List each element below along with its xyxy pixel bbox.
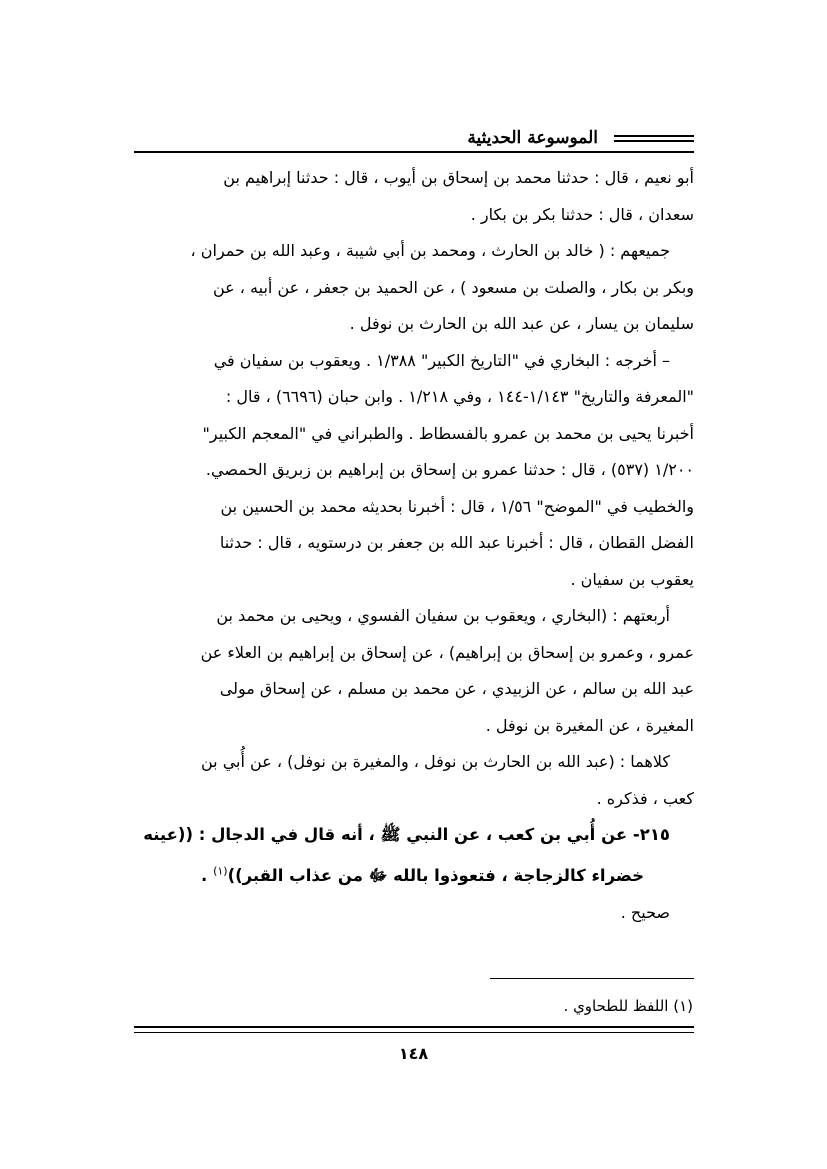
- text-line: – أخرجه : البخاري في "التاريخ الكبير" ١/٣٨٨ . ويعقوب بن سفيان في: [213, 350, 670, 370]
- paragraph-narrators-group: [134, 233, 694, 343]
- text-line: جميعهم : ( خالد بن الحارث ، ومحمد بن أبي شيبة ، وعبد الله بن حمران ،: [190, 241, 670, 260]
- text-line: عمرو ، وعمرو بن إسحاق بن إبراهيم) ، عن إسحاق بن إبراهيم بن العلاء عن: [200, 642, 694, 662]
- footnote-separator: [490, 978, 694, 979]
- hadith-line: ٢١٥- عن أُبي بن كعب ، عن النبي ﷺ ، أنه قال في الدجال : ((عينه: [143, 825, 670, 844]
- header-divider: [134, 151, 694, 153]
- hadith-line: [201, 866, 694, 885]
- text-line: أخبرنا يحيى بن محمد بن عمرو بالفسطاط . والطبراني في "المعجم الكبير": [202, 423, 694, 443]
- text-line: كعب ، فذكره .: [596, 788, 694, 808]
- footnote-1: (١) اللفظ للطحاوي .: [563, 997, 693, 1015]
- text-line: يعقوب بن سفيان .: [570, 569, 694, 589]
- text-line: كلاهما : (عبد الله بن الحارث بن نوفل ، والمغيرة بن نوفل) ، عن أُبي بن: [200, 752, 670, 771]
- text-line: سعدان ، قال : حدثنا بكر بن بكار .: [470, 204, 694, 224]
- paragraph-chain-continuation: [134, 160, 694, 233]
- text-line: سليمان بن يسار ، عن عبد الله بن الحارث بن نوفل .: [349, 314, 694, 333]
- footer-double-rule: [134, 1026, 694, 1033]
- text-line: أربعتهم : (البخاري ، ويعقوب بن سفيان الفسوي ، ويحيى بن محمد بن: [216, 606, 670, 625]
- header-title: الموسوعة الحديثية: [467, 128, 598, 148]
- text-line: وبكر بن بكار ، والصلت بن مسعود ) ، عن الحميد بن جعفر ، عن أبيه ، عن: [212, 277, 694, 297]
- hadith-line-end: .: [201, 866, 214, 885]
- paragraph-four-narrators: [134, 598, 694, 744]
- footnote-reference[interactable]: (١): [213, 864, 228, 878]
- page-number: ١٤٨: [398, 1044, 429, 1063]
- paragraph-takhrij: [134, 343, 694, 599]
- hadith-text: خضراء كالزجاجة ، فتعوذوا بالله ﷻ من عذاب القبر)): [227, 866, 644, 885]
- text-line: الفضل القطان ، قال : أخبرنا عبد الله بن جعفر بن درستويه ، قال : حدثنا: [219, 533, 694, 552]
- hadith-215: [134, 817, 694, 895]
- hadith-grade: صحيح .: [620, 902, 670, 922]
- text-line: أبو نعيم ، قال : حدثنا محمد بن إسحاق بن أيوب ، قال : حدثنا إبراهيم بن: [223, 168, 694, 187]
- paragraph-both-narrators: [134, 744, 694, 817]
- text-line: والخطيب في "الموضح" ١/٥٦ ، قال : أخبرنا بحديثه محمد بن الحسين بن: [220, 496, 694, 516]
- text-line: المغيرة ، عن المغيرة بن نوفل .: [485, 715, 694, 735]
- text-line: عبد الله بن سالم ، عن الزبيدي ، عن محمد بن مسلم ، عن إسحاق مولى: [219, 679, 694, 698]
- text-line: ١/٢٠٠ (٥٣٧) ، قال : حدثنا عمرو بن إسحاق بن إبراهيم بن زبريق الحمصي.: [205, 460, 694, 479]
- page-body: [134, 160, 694, 931]
- header-ornament-rule: [614, 135, 694, 142]
- running-header: [134, 126, 694, 150]
- text-line: "المعرفة والتاريخ" ١/١٤٣-١٤٤ ، وفي ١/٢١٨ . وابن حبان (٦٦٩٦) ، قال :: [225, 387, 694, 406]
